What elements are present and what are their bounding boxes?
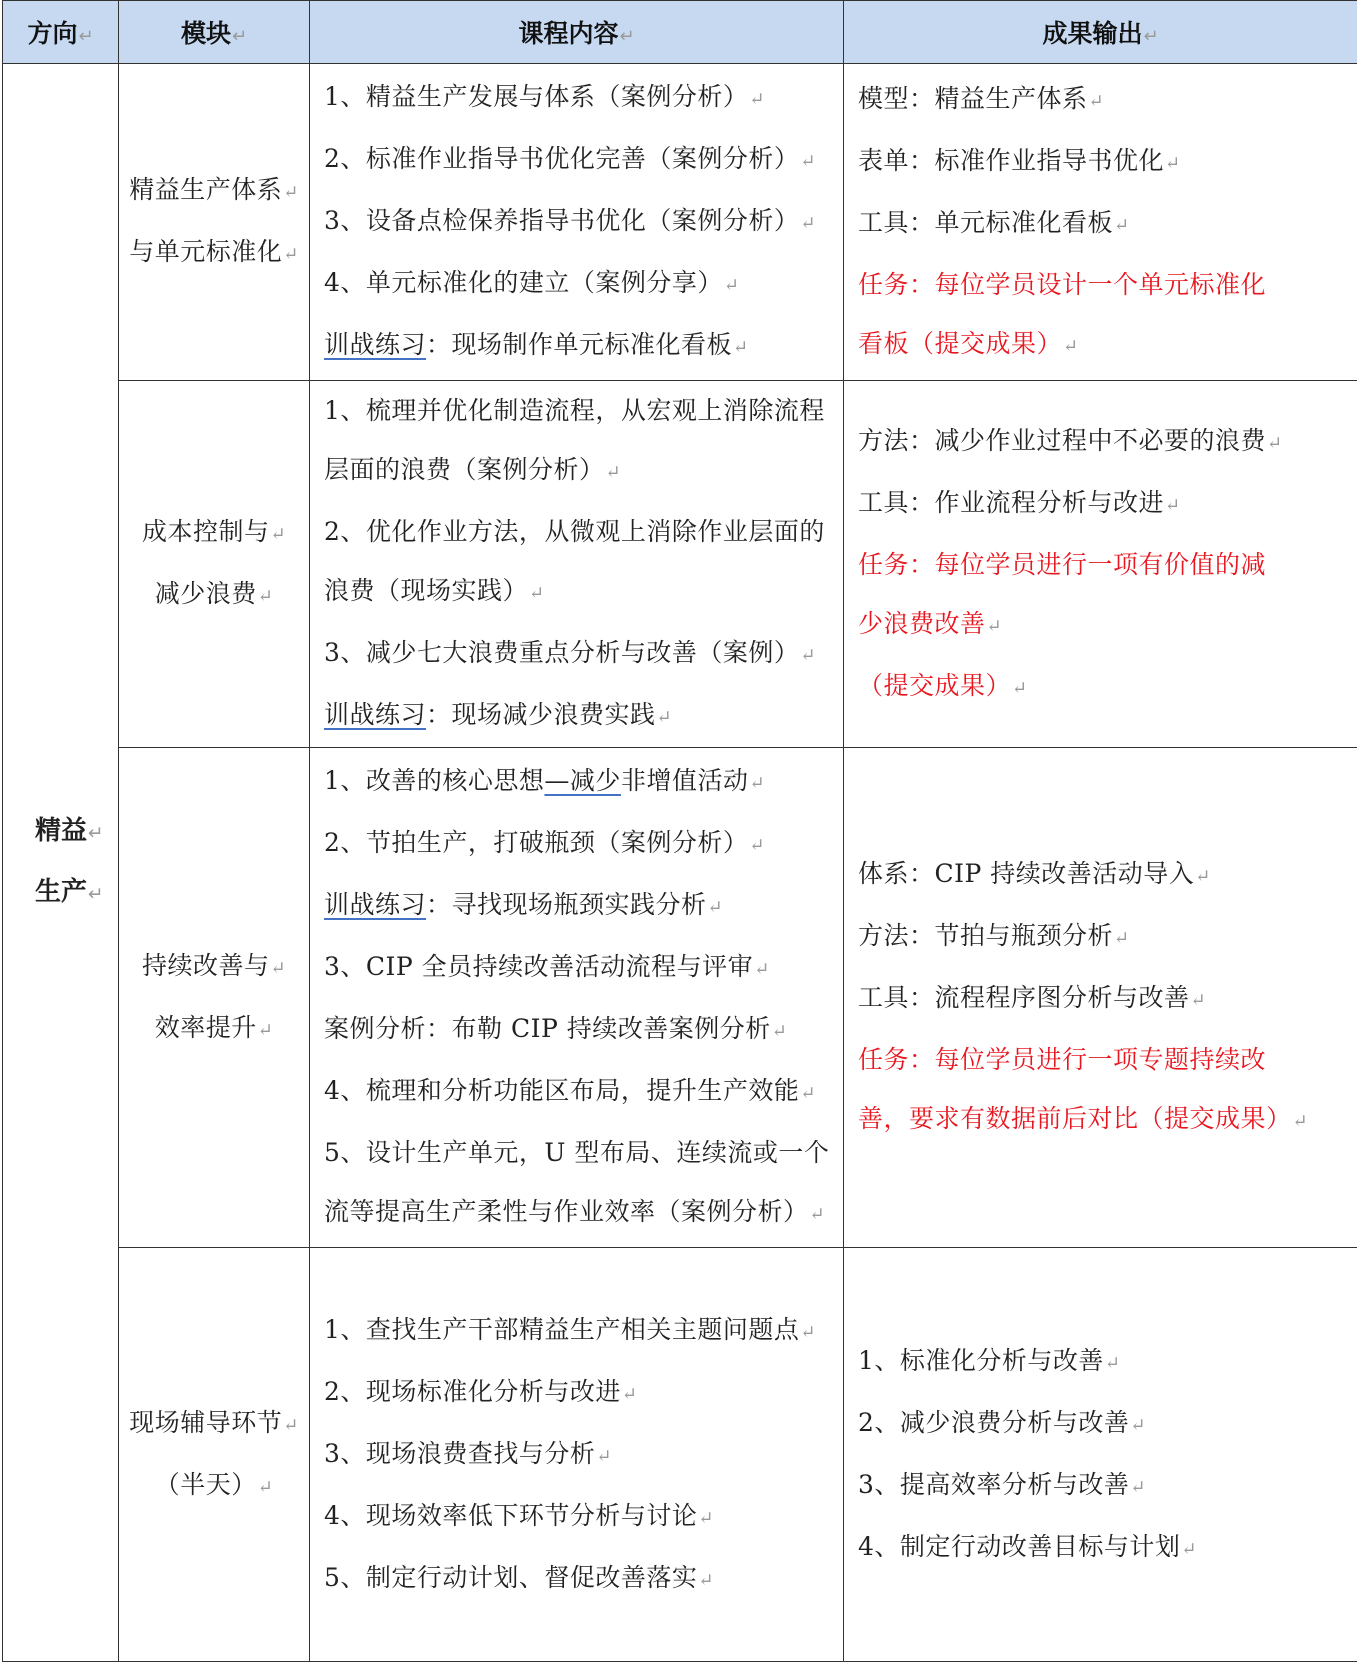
content-cell — [310, 64, 844, 381]
content-line: 3、CIP 全员持续改善活动流程与评审↵ — [324, 937, 839, 999]
content-line: 4、单元标准化的建立（案例分享）↵ — [324, 253, 839, 315]
content-line: 浪费（现场实践）↵ — [324, 561, 839, 623]
task-line: 任务：每位学员进行一项有价值的减 — [858, 535, 1355, 594]
table-row — [3, 381, 1357, 748]
content-line: 1、查找生产干部精益生产相关主题问题点↵ — [324, 1300, 839, 1362]
content-line: 2、优化作业方法，从微观上消除作业层面的 — [324, 502, 839, 561]
content-line: 3、减少七大浪费重点分析与改善（案例）↵ — [324, 623, 839, 685]
task-line: 任务：每位学员设计一个单元标准化 — [858, 255, 1355, 314]
task-line: 少浪费改善↵ — [858, 594, 1355, 656]
practice-line: 训战练习：寻找现场瓶颈实践分析↵ — [324, 875, 839, 937]
content-line: 4、现场效率低下环节分析与讨论↵ — [324, 1486, 839, 1548]
output-line: 2、减少浪费分析与改善↵ — [858, 1393, 1355, 1455]
output-cell — [844, 1248, 1357, 1662]
direction-cell: 精益↵ 生产↵ — [3, 64, 119, 1662]
course-table — [2, 0, 1357, 1662]
practice-line: 训战练习：现场减少浪费实践↵ — [324, 685, 839, 747]
content-line: 3、现场浪费查找与分析↵ — [324, 1424, 839, 1486]
task-line: 看板（提交成果）↵ — [858, 314, 1355, 376]
output-line: 工具：流程程序图分析与改善↵ — [858, 968, 1355, 1030]
output-line: 1、标准化分析与改善↵ — [858, 1331, 1355, 1393]
output-line: 方法：节拍与瓶颈分析↵ — [858, 906, 1355, 968]
content-line: 4、梳理和分析功能区布局，提升生产效能↵ — [324, 1061, 839, 1123]
content-line: 5、设计生产单元，U 型布局、连续流或一个 — [324, 1123, 839, 1182]
output-line: 3、提高效率分析与改善↵ — [858, 1455, 1355, 1517]
header-row — [3, 1, 1357, 64]
content-cell — [310, 1248, 844, 1662]
header-direction: 方向↵ — [3, 1, 119, 64]
output-line: 体系：CIP 持续改善活动导入↵ — [858, 844, 1355, 906]
output-cell — [844, 381, 1357, 748]
output-line: 表单：标准作业指导书优化↵ — [858, 131, 1355, 193]
content-line: 1、改善的核心思想—减少非增值活动↵ — [324, 751, 839, 813]
output-line: 模型：精益生产体系↵ — [858, 69, 1355, 131]
content-line: 5、制定行动计划、督促改善落实↵ — [324, 1548, 839, 1610]
output-line: 4、制定行动改善目标与计划↵ — [858, 1517, 1355, 1579]
content-cell — [310, 381, 844, 748]
task-line: 任务：每位学员进行一项专题持续改 — [858, 1030, 1355, 1089]
module-cell: 成本控制与↵ 减少浪费↵ — [119, 381, 310, 748]
output-line: 工具：单元标准化看板↵ — [858, 193, 1355, 255]
task-line: 善，要求有数据前后对比（提交成果）↵ — [858, 1089, 1355, 1151]
content-line: 案例分析：布勒 CIP 持续改善案例分析↵ — [324, 999, 839, 1061]
header-output: 成果输出↵ — [844, 1, 1357, 64]
content-line: 流等提高生产柔性与作业效率（案例分析）↵ — [324, 1182, 839, 1244]
content-cell — [310, 748, 844, 1248]
content-line: 层面的浪费（案例分析）↵ — [324, 440, 839, 502]
output-line: 方法：减少作业过程中不必要的浪费↵ — [858, 411, 1355, 473]
output-cell — [844, 64, 1357, 381]
content-line: 2、节拍生产，打破瓶颈（案例分析）↵ — [324, 813, 839, 875]
content-line: 2、标准作业指导书优化完善（案例分析）↵ — [324, 129, 839, 191]
content-line: 1、梳理并优化制造流程，从宏观上消除流程 — [324, 381, 839, 440]
output-line: 工具：作业流程分析与改进↵ — [858, 473, 1355, 535]
content-line: 2、现场标准化分析与改进↵ — [324, 1362, 839, 1424]
content-line: 3、设备点检保养指导书优化（案例分析）↵ — [324, 191, 839, 253]
table-row — [3, 64, 1357, 381]
practice-line: 训战练习：现场制作单元标准化看板↵ — [324, 315, 839, 377]
output-cell — [844, 748, 1357, 1248]
module-cell: 精益生产体系↵ 与单元标准化↵ — [119, 64, 310, 381]
content-line: 1、精益生产发展与体系（案例分析）↵ — [324, 67, 839, 129]
task-line: （提交成果）↵ — [858, 656, 1355, 718]
table-row — [3, 1248, 1357, 1662]
module-cell: 现场辅导环节↵ （半天）↵ — [119, 1248, 310, 1662]
module-cell: 持续改善与↵ 效率提升↵ — [119, 748, 310, 1248]
header-content: 课程内容↵ — [310, 1, 844, 64]
header-module: 模块↵ — [119, 1, 310, 64]
table-row — [3, 748, 1357, 1248]
